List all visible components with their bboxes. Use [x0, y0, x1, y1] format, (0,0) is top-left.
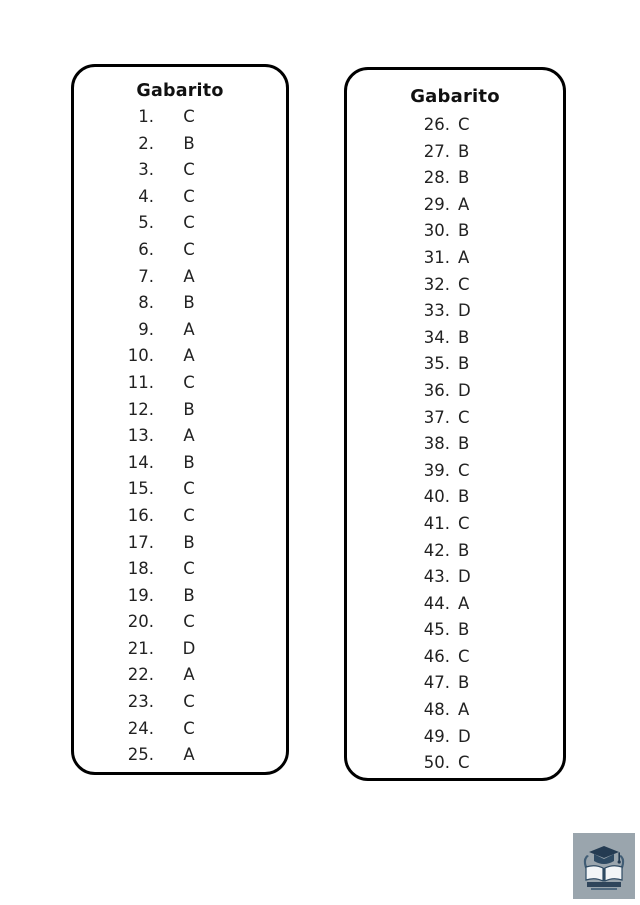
answer-letter: C — [183, 479, 195, 499]
answer-row — [347, 405, 563, 432]
question-number: 47. — [423, 673, 450, 693]
answer-row — [74, 530, 286, 557]
question-number: 8. — [138, 293, 154, 313]
answer-letter: C — [183, 505, 195, 525]
question-number: 34. — [423, 327, 450, 347]
question-number: 30. — [423, 221, 450, 241]
question-number: 43. — [423, 567, 450, 587]
answer-letter: B — [458, 141, 470, 161]
question-number: 6. — [138, 239, 154, 259]
answer-letter: A — [183, 346, 195, 366]
answer-row — [347, 298, 563, 325]
question-number: 25. — [127, 745, 154, 765]
answer-letter: B — [458, 354, 470, 374]
answer-row — [74, 131, 286, 158]
answer-row — [74, 662, 286, 689]
answer-row — [74, 317, 286, 344]
answer-row — [74, 476, 286, 503]
answer-row — [347, 617, 563, 644]
question-number: 44. — [423, 593, 450, 613]
answer-letter: C — [183, 186, 195, 206]
answer-row — [347, 139, 563, 166]
answer-letter: A — [183, 266, 195, 286]
question-number: 38. — [423, 434, 450, 454]
answer-row — [347, 431, 563, 458]
question-number: 50. — [423, 753, 450, 773]
answer-row — [74, 609, 286, 636]
question-number: 26. — [423, 115, 450, 134]
answer-letter: C — [458, 274, 470, 294]
question-number: 28. — [423, 168, 450, 188]
question-number: 29. — [423, 194, 450, 214]
answer-letter: B — [183, 399, 195, 419]
answer-row — [74, 583, 286, 610]
answer-row — [74, 157, 286, 184]
answer-row — [74, 556, 286, 583]
answer-row — [347, 351, 563, 378]
question-number: 15. — [127, 479, 154, 499]
question-number: 48. — [423, 700, 450, 720]
panel-title-left: Gabarito — [136, 81, 224, 101]
answer-letter: B — [183, 585, 195, 605]
answer-row — [74, 264, 286, 291]
answer-letter: D — [458, 726, 471, 746]
question-number: 12. — [127, 399, 154, 419]
answer-letter: C — [183, 372, 195, 392]
answer-letter: C — [183, 718, 195, 738]
question-number: 33. — [423, 301, 450, 321]
answer-letter: D — [458, 380, 471, 400]
question-number: 7. — [138, 266, 154, 286]
answer-row — [347, 458, 563, 485]
question-number: 41. — [423, 513, 450, 533]
answer-row — [347, 218, 563, 245]
answer-row — [74, 397, 286, 424]
answer-row — [74, 237, 286, 264]
answer-row — [74, 423, 286, 450]
answer-letter: A — [458, 247, 470, 267]
question-number: 27. — [423, 141, 450, 161]
answer-letter: B — [458, 673, 470, 693]
answer-letter: C — [458, 513, 470, 533]
question-number: 11. — [127, 372, 154, 392]
question-number: 14. — [127, 452, 154, 472]
answer-row — [347, 564, 563, 591]
answer-row — [347, 591, 563, 618]
answer-letter: C — [458, 115, 470, 134]
answer-row — [347, 112, 563, 139]
answer-row — [74, 636, 286, 663]
answer-row — [74, 184, 286, 211]
answer-row — [74, 716, 286, 743]
answer-letter: A — [183, 665, 195, 685]
answer-row — [74, 689, 286, 716]
answer-letter: D — [458, 301, 471, 321]
question-number: 46. — [423, 646, 450, 666]
question-number: 42. — [423, 540, 450, 560]
answer-letter: C — [458, 460, 470, 480]
question-number: 37. — [423, 407, 450, 427]
question-number: 4. — [138, 186, 154, 206]
answer-letter: B — [183, 293, 195, 313]
answer-letter: B — [458, 327, 470, 347]
question-number: 39. — [423, 460, 450, 480]
watermark-logo — [573, 833, 635, 899]
question-number: 18. — [127, 559, 154, 579]
question-number: 49. — [423, 726, 450, 746]
answer-letter: A — [458, 700, 470, 720]
question-number: 1. — [138, 107, 154, 126]
question-number: 9. — [138, 319, 154, 339]
answer-row — [74, 742, 286, 769]
answer-letter: B — [458, 540, 470, 560]
question-number: 17. — [127, 532, 154, 552]
answer-row — [347, 484, 563, 511]
answer-letter: B — [458, 168, 470, 188]
question-number: 20. — [127, 612, 154, 632]
answer-letter: D — [458, 567, 471, 587]
question-number: 24. — [127, 718, 154, 738]
answer-row — [347, 272, 563, 299]
answer-key-panel-left — [71, 64, 289, 775]
answer-letter: C — [183, 107, 195, 126]
question-number: 19. — [127, 585, 154, 605]
question-number: 2. — [138, 133, 154, 153]
question-number: 13. — [127, 426, 154, 446]
answer-row — [347, 670, 563, 697]
answer-row — [74, 104, 286, 131]
answer-letter: D — [182, 638, 196, 658]
answer-letter: C — [458, 407, 470, 427]
answer-row — [347, 378, 563, 405]
answer-letter: B — [458, 221, 470, 241]
answer-letter: A — [183, 745, 195, 765]
graduation-cap-book-icon — [581, 841, 627, 891]
answer-letter: B — [458, 487, 470, 507]
answer-letter: B — [183, 452, 195, 472]
answer-letter: C — [183, 213, 195, 233]
answer-row — [347, 750, 563, 777]
answer-row — [74, 503, 286, 530]
answer-letter: A — [458, 593, 470, 613]
answer-letter: C — [183, 612, 195, 632]
answer-row — [74, 290, 286, 317]
question-number: 3. — [138, 160, 154, 180]
answer-letter: C — [458, 646, 470, 666]
answer-letter: C — [183, 160, 195, 180]
answer-row — [347, 697, 563, 724]
answer-row — [347, 724, 563, 751]
answer-letter: A — [458, 194, 470, 214]
answer-letter: B — [183, 133, 195, 153]
question-number: 23. — [127, 692, 154, 712]
question-number: 22. — [127, 665, 154, 685]
answer-list-right — [347, 112, 563, 777]
answer-row — [347, 538, 563, 565]
question-number: 21. — [127, 638, 154, 658]
question-number: 40. — [423, 487, 450, 507]
answer-letter: A — [183, 319, 195, 339]
answer-letter: A — [183, 426, 195, 446]
question-number: 35. — [423, 354, 450, 374]
question-number: 16. — [127, 505, 154, 525]
answer-row — [74, 450, 286, 477]
answer-row — [347, 165, 563, 192]
answer-row — [74, 343, 286, 370]
answer-row — [347, 644, 563, 671]
question-number: 10. — [127, 346, 154, 366]
answer-list-left — [74, 104, 286, 769]
answer-letter: C — [183, 239, 195, 259]
question-number: 5. — [138, 213, 154, 233]
answer-row — [347, 511, 563, 538]
question-number: 45. — [423, 620, 450, 640]
answer-letter: C — [183, 559, 195, 579]
answer-letter: C — [458, 753, 470, 773]
question-number: 32. — [423, 274, 450, 294]
answer-letter: B — [183, 532, 195, 552]
answer-key-panel-right — [344, 67, 566, 781]
panel-title-right: Gabarito — [410, 86, 500, 107]
question-number: 36. — [423, 380, 450, 400]
answer-letter: C — [183, 692, 195, 712]
question-number: 31. — [423, 247, 450, 267]
answer-row — [347, 245, 563, 272]
answer-row — [347, 325, 563, 352]
answer-row — [74, 210, 286, 237]
answer-row — [347, 192, 563, 219]
answer-letter: B — [458, 620, 470, 640]
answer-row — [74, 370, 286, 397]
answer-letter: B — [458, 434, 470, 454]
